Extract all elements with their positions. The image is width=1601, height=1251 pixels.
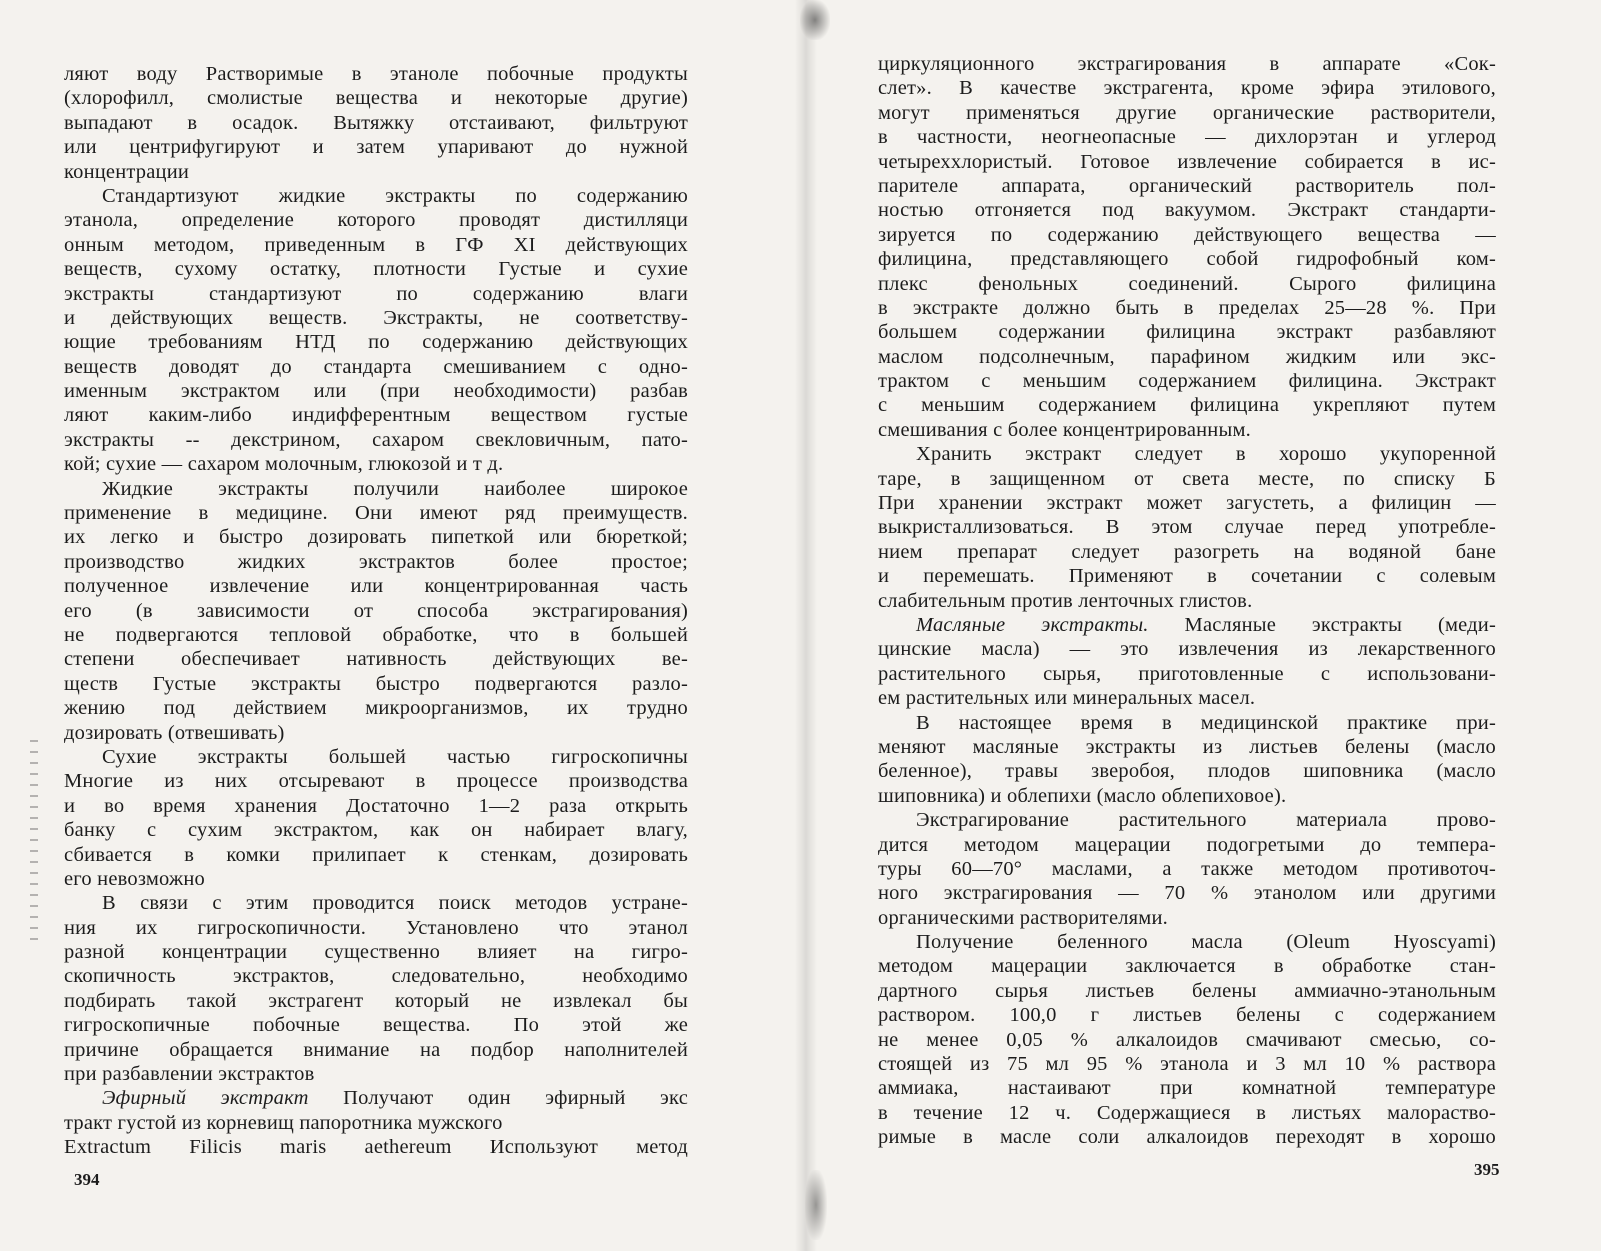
line-text: банку с сухим экстрактом, как он набирает влагу, [64,819,688,842]
text-line [64,306,688,330]
text-line [64,282,688,306]
line-text: цинские масла) — это извлечения из лекарственного [878,638,1496,661]
text-line [64,964,688,988]
text-line [64,916,688,940]
line-text: В настоящее время в медицинской практике при- [916,711,1496,734]
line-text: римые в масле соли алкалоидов переходят в хорошо [878,1126,1496,1149]
line-text: выпадают в осадок. Вытяжку отстаивают, фильтруют [64,111,688,134]
line-text: парителе аппарата, органический растворитель пол- [878,174,1496,197]
line-text: ного экстрагирования — 70 % этанолом или другими [878,882,1496,905]
text-line [878,954,1496,978]
line-text: В связи с этим проводится поиск методов устране- [102,892,688,915]
text-line [878,540,1496,564]
italic-run-in-heading: Масляные экстракты. [916,613,1185,636]
text-line [64,1038,688,1062]
line-text: Хранить экстракт следует в хорошо укупоренной [916,443,1496,466]
line-text: экстракты стандартизуют по содержанию влаги [64,282,688,305]
line-text: растительного сырья, приготовленные с использовани- [878,662,1496,685]
text-line [64,1135,688,1159]
line-text: аммиака, настаивают при комнатной температуре [878,1077,1496,1100]
text-line [878,1003,1496,1027]
text-line [64,257,688,281]
text-line [64,696,688,720]
text-line [878,979,1496,1003]
line-text: нием препарат следует разогреть на водяной бане [878,540,1496,563]
text-line [64,891,688,915]
line-text: применение в медицине. Они имеют ряд преимуществ. [64,502,688,525]
text-line [878,320,1496,344]
text-line [878,223,1496,247]
text-line [878,369,1496,393]
line-text: его (в зависимости от способа экстрагирования) [64,599,688,622]
text-line [64,647,688,671]
text-line [64,867,688,891]
line-text: ществ Густые экстракты быстро подвергаются разло- [64,672,688,695]
text-line [64,135,688,159]
line-text: дится методом мацерации подогретыми до темпера- [878,833,1496,856]
line-text: жению под действием микроорганизмов, их трудно [64,697,688,720]
text-line [64,672,688,696]
text-line [878,613,1496,637]
text-line [64,379,688,403]
text-line [878,52,1496,76]
text-line [878,686,1496,710]
line-text: причине обращается внимание на подбор наполнителей [64,1038,688,1061]
text-line [64,1086,688,1110]
line-text: дартного сырья листьев белены аммиачно-этанольным [878,979,1496,1002]
line-text: тракт густой из корневищ папоротника мужского [64,1111,503,1134]
text-line [878,467,1496,491]
page-number-right: 395 [1474,1160,1500,1179]
text-line [64,355,688,379]
line-text: в течение 12 ч. Содержащиеся в листьях малораство- [878,1101,1496,1124]
margin-specks [30,740,38,940]
text-line [64,403,688,427]
line-text: дозировать (отвешивать) [64,721,285,744]
line-text: его невозможно [64,867,205,890]
line-text: методом мацерации заключается в обработке стан- [878,955,1496,978]
line-text: раствором. 100,0 г листьев белены с содержанием [878,1004,1496,1027]
text-line [878,1028,1496,1052]
line-text: слет». В качестве экстрагента, кроме эфира этилового, [878,77,1496,100]
text-line [64,1062,688,1086]
text-line [878,1076,1496,1100]
text-line [878,76,1496,100]
text-line [878,198,1496,222]
text-line [878,759,1496,783]
line-text: трактом с меньшим содержанием филицина. Экстракт [878,370,1496,393]
text-line [64,428,688,452]
text-line [64,160,688,184]
line-text: ющие требованиям НТД по содержанию действующих [64,331,688,354]
text-line [878,930,1496,954]
text-line [878,174,1496,198]
line-text: Получение беленного масла (Oleum Hyoscyami) [916,931,1496,954]
text-line [878,393,1496,417]
line-text: таре, в защищенном от света месте, по списку Б [878,467,1496,490]
text-line [878,101,1496,125]
text-line [878,442,1496,466]
line-text: Экстрагирование растительного материала прово- [916,809,1496,832]
text-line [878,1101,1496,1125]
line-text: в экстракте должно быть в пределах 25—28 %. При [878,296,1496,319]
text-line [64,745,688,769]
line-text: этанола, определение которого проводят дистилляци [64,209,688,232]
line-text: онным методом, приведенным в ГФ XI действующих [64,233,688,256]
line-text: веществ доводят до стандарта смешиванием с одно- [64,355,688,378]
line-text: именным экстрактом или (при необходимости) разбав [64,380,688,403]
line-text: ем растительных или минеральных масел. [878,687,1256,710]
line-text: четыреххлористый. Готовое извлечение собирается в ис- [878,150,1496,173]
text-line [64,477,688,501]
text-line [878,272,1496,296]
line-text: органическими растворителями. [878,906,1168,929]
line-text: сбивается в комки прилипает к стенкам, дозировать [64,843,688,866]
right-page-text [878,52,1496,1150]
text-line [64,1013,688,1037]
line-text: могут применяться другие органические растворители, [878,101,1496,124]
line-text: выкристаллизоваться. В этом случае перед употребле- [878,516,1496,539]
scan-artifact-top [800,0,830,40]
text-line [64,208,688,232]
line-text: в частности, неогнеопасные — дихлорэтан и углерод [878,126,1496,149]
line-text: меняют масляные экстракты из листьев белены (масло [878,735,1496,758]
line-text: и действующих веществ. Экстракты, не соответству- [64,306,688,329]
line-text: Многие из них отсыревают в процессе производства [64,770,688,793]
text-line [878,589,1496,613]
line-text: циркуляционного экстрагирования в аппарате «Сок- [878,53,1496,75]
text-line [878,808,1496,832]
text-line [64,501,688,525]
line-text: стоящей из 75 мл 95 % этанола и 3 мл 10 % раствора [878,1053,1496,1076]
line-text: не подвергаются тепловой обработке, что в большей [64,623,688,646]
line-text: Сухие экстракты большей частью гигроскопичны [102,745,688,768]
line-text: Жидкие экстракты получили наиболее широкое [102,477,688,500]
line-text: степени обеспечивает нативность действующих ве- [64,648,688,671]
line-text: ния их гигроскопичности. Установлено что этанол [64,916,688,939]
text-line [64,1111,688,1135]
text-line [64,330,688,354]
line-text: производство жидких экстрактов более простое; [64,550,688,573]
line-text: Масляные экстракты (меди- [1184,613,1496,636]
line-text: зируется по содержанию действующего вещества — [878,223,1496,246]
line-text: с меньшим содержанием филицина укрепляют путем [878,394,1496,417]
text-line [64,574,688,598]
line-text: плекс фенольных соединений. Сырого филицина [878,272,1496,295]
text-line [64,233,688,257]
line-text: смешивания с более концентрированным. [878,418,1251,441]
text-line [64,721,688,745]
text-line [878,418,1496,442]
text-line [878,662,1496,686]
text-line [878,345,1496,369]
text-line [878,296,1496,320]
text-line [878,711,1496,735]
line-text: (хлорофилл, смолистые вещества и некоторые другие) [64,87,688,110]
scan-artifact-bottom [805,1170,827,1240]
line-text: их легко и быстро дозировать пипеткой или бюреткой; [64,526,688,549]
text-line [64,794,688,818]
line-text: кой; сухие — сахаром молочным, глюкозой и т д. [64,453,504,476]
text-line [878,1125,1496,1149]
text-line [878,125,1496,149]
text-line [878,491,1496,515]
line-text: при разбавлении экстрактов [64,1063,315,1086]
text-line [64,86,688,110]
text-line [878,833,1496,857]
italic-run-in-heading: Эфирный экстракт [102,1087,344,1110]
line-text: подбирать такой экстрагент который не извлекал бы [64,989,688,1012]
text-line [878,735,1496,759]
left-page-text [64,62,688,1160]
line-text: Extractum Filicis maris aethereum Используют метод [64,1136,688,1159]
text-line [64,452,688,476]
book-gutter [795,0,817,1251]
text-line [878,857,1496,881]
line-text: туры 60—70° маслами, а также методом противоточ- [878,857,1496,880]
text-line [64,525,688,549]
line-text: или центрифугируют и затем упаривают до нужной [64,136,688,159]
text-line [64,623,688,647]
line-text: Стандартизуют жидкие экстракты по содержанию [102,184,688,207]
text-line [878,1052,1496,1076]
line-text: экстракты -- декстрином, сахаром свекловичным, пато- [64,428,688,451]
text-line [64,550,688,574]
text-line [64,184,688,208]
text-line [64,111,688,135]
text-line [64,940,688,964]
line-text: концентрации [64,160,190,183]
text-line [64,769,688,793]
text-line [878,784,1496,808]
line-text: ляют воду Растворимые в этаноле побочные продукты [64,63,688,85]
line-text: и во время хранения Достаточно 1—2 раза открыть [64,794,688,817]
line-text: маслом подсолнечным, парафином жидким или экс- [878,345,1496,368]
text-line [64,599,688,623]
text-line [878,637,1496,661]
text-line [878,247,1496,271]
line-text: ляют каким-либо индифферентным веществом густые [64,404,688,427]
text-line [878,564,1496,588]
text-line [64,818,688,842]
line-text: и перемешать. Применяют в сочетании с солевым [878,565,1496,588]
line-text: Получают один эфирный экс [343,1087,688,1110]
line-text: не менее 0,05 % алкалоидов смачивают смесью, со- [878,1028,1496,1051]
line-text: филицина, представляющего собой гидрофобный ком- [878,248,1496,271]
line-text: полученное извлечение или концентрированная часть [64,575,688,598]
text-line [64,989,688,1013]
page-number-left: 394 [74,1170,100,1189]
line-text: шиповника) и облепихи (масло облепиховое). [878,784,1287,807]
line-text: разной концентрации существенно влияет на гигро- [64,941,688,964]
line-text: ностью отгоняется под вакуумом. Экстракт стандарти- [878,199,1496,222]
text-line [878,515,1496,539]
line-text: беленное), травы зверобоя, плодов шиповника (масло [878,760,1496,783]
text-line [878,881,1496,905]
text-line [64,62,688,86]
text-line [878,906,1496,930]
line-text: скопичность экстрактов, следовательно, необходимо [64,965,688,988]
line-text: При хранении экстракт может загустеть, а филицин — [878,492,1496,515]
line-text: большем содержании филицина экстракт разбавляют [878,321,1496,344]
line-text: слабительным против ленточных глистов. [878,589,1253,612]
text-line [64,843,688,867]
line-text: веществ, сухому остатку, плотности Густые и сухие [64,258,688,281]
line-text: гигроскопичные побочные вещества. По этой же [64,1014,688,1037]
text-line [878,150,1496,174]
